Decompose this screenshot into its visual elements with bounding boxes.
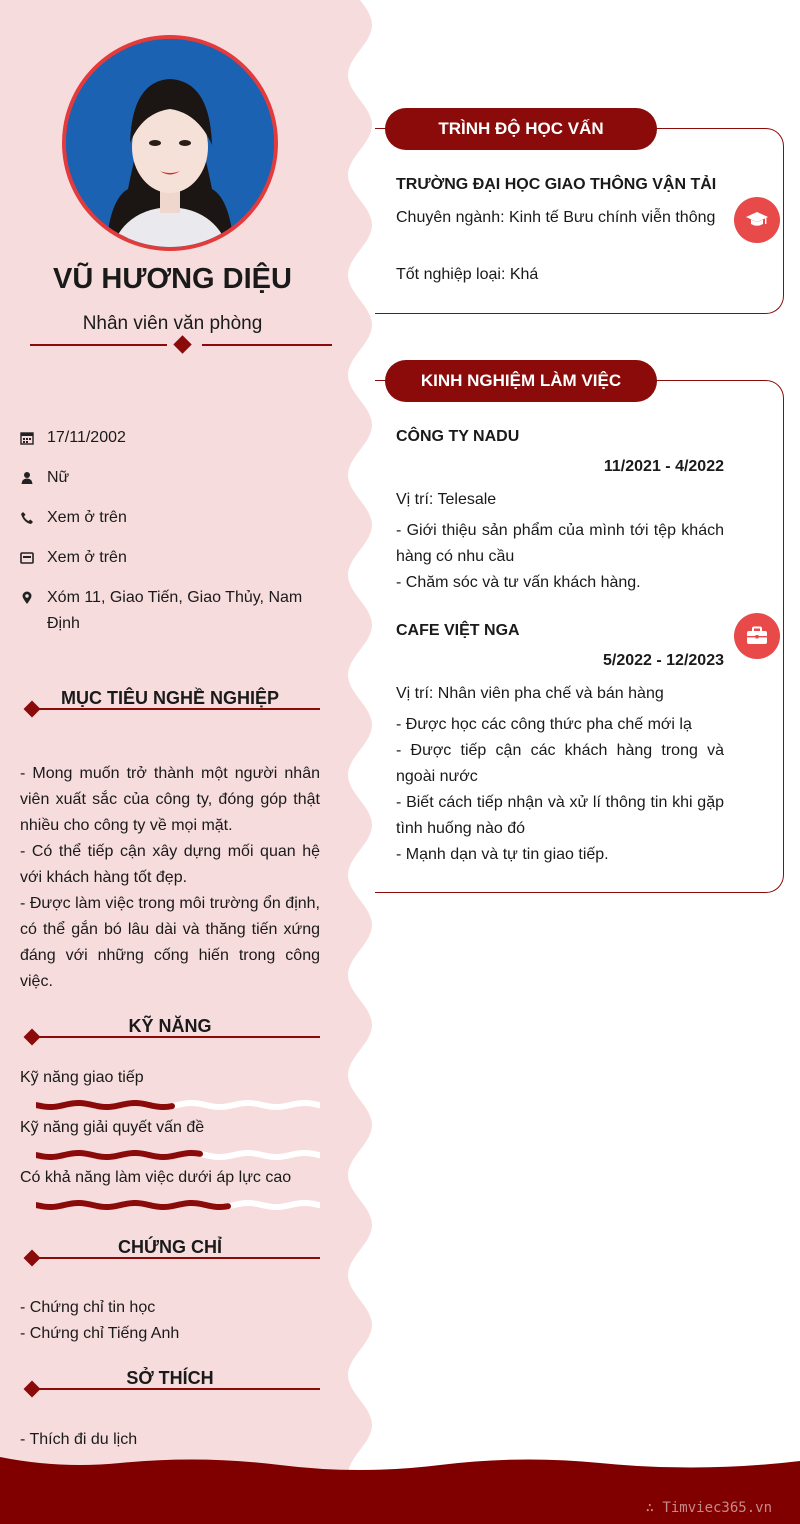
birthday-text: 17/11/2002 <box>47 429 126 446</box>
hobbies-list <box>20 1427 320 1453</box>
email-icon <box>20 551 34 565</box>
education-title: TRÌNH ĐỘ HỌC VẤN <box>385 108 657 150</box>
skill-bar-fill <box>36 1203 228 1207</box>
job-period: 5/2022 - 12/2023 <box>603 652 724 669</box>
job-position: Vị trí: Telesale <box>396 491 497 508</box>
phone-icon <box>20 511 34 525</box>
skill-bar <box>36 1099 320 1111</box>
skill-label: Kỹ năng giải quyết vấn đề <box>20 1119 205 1136</box>
experience-title: KINH NGHIỆM LÀM VIỆC <box>385 360 657 402</box>
hobby-item: - Thích đi du lịch <box>20 1431 138 1448</box>
objective-line: - Mong muốn trở thành một người nhân viên xuất sắc của công ty, đóng góp thật nhiều cho công ty về mọi mặt. <box>20 765 320 834</box>
candidate-name: VŨ HƯƠNG DIỆU <box>53 263 292 295</box>
duty-item: - Mạnh dạn và tự tin giao tiếp. <box>396 846 609 863</box>
skill-bar-fill <box>36 1153 200 1157</box>
name-divider <box>30 336 332 354</box>
job-duties <box>396 518 724 596</box>
duty-item: - Biết cách tiếp nhận và xử lí thông tin khi gặp tình huống nào đó <box>396 794 724 837</box>
duty-item: - Được học các công thức pha chế mới lạ <box>396 716 692 733</box>
certificate-item: - Chứng chỉ Tiếng Anh <box>20 1325 180 1342</box>
education-major: Chuyên ngành: Kinh tế Bưu chính viễn thông <box>396 209 716 226</box>
contact-birthday <box>20 425 320 451</box>
job-period: 11/2021 - 4/2022 <box>603 458 724 475</box>
duty-item: - Chăm sóc và tư vấn khách hàng. <box>396 574 641 591</box>
portrait-photo <box>66 39 274 247</box>
skill-bar <box>36 1199 320 1211</box>
career-objective-text <box>20 761 320 995</box>
job-position: Vị trí: Nhân viên pha chế và bán hàng <box>396 685 664 702</box>
skill-bar-fill <box>36 1103 172 1107</box>
company-name: CÔNG TY NADU <box>396 428 520 445</box>
contact-gender <box>20 465 320 491</box>
briefcase-icon <box>745 624 769 648</box>
duty-item: - Được tiếp cận các khách hàng trong và ngoài nước <box>396 742 724 785</box>
company-name: CAFE VIỆT NGA <box>396 622 520 639</box>
section-title: KỸ NĂNG <box>128 1016 212 1036</box>
contact-phone <box>20 505 320 531</box>
duty-item: - Giới thiệu sản phẩm của mình tới tệp khách hàng có nhu cầu <box>396 522 724 565</box>
certificates-list <box>20 1295 320 1347</box>
address-text: Xóm 11, Giao Tiến, Giao Thủy, Nam Định <box>47 589 303 632</box>
section-hobbies <box>20 1368 320 1396</box>
person-icon <box>20 471 34 485</box>
avatar <box>62 35 278 251</box>
objective-line: - Có thể tiếp cận xây dựng mối quan hệ với khách hàng tốt đẹp. <box>20 843 320 886</box>
contact-email <box>20 545 320 571</box>
section-certificates <box>20 1237 320 1265</box>
phone-text: Xem ở trên <box>47 509 127 526</box>
skill-label: Có khả năng làm việc dưới áp lực cao <box>20 1169 292 1186</box>
section-career-objective <box>20 688 320 716</box>
objective-line: - Được làm việc trong môi trường ổn định, có thể gắn bó lâu dài và thăng tiến xứng đáng với những cống hiến trong công việc. <box>20 895 320 990</box>
section-title: SỞ THÍCH <box>126 1368 214 1388</box>
location-icon <box>20 591 34 605</box>
section-title: MỤC TIÊU NGHỀ NGHIỆP <box>60 688 279 708</box>
contact-address <box>20 585 320 637</box>
experience-icon-badge <box>734 613 780 659</box>
job-title: Nhân viên văn phòng <box>82 313 263 334</box>
graduation-cap-icon <box>745 208 769 232</box>
section-skills <box>20 1016 320 1044</box>
education-icon-badge <box>734 197 780 243</box>
job-duties <box>396 712 724 868</box>
watermark: ∴ Timviec365.vn <box>645 1500 772 1516</box>
skill-bar <box>36 1149 320 1161</box>
section-title: CHỨNG CHỈ <box>118 1237 222 1257</box>
school-name: TRƯỜNG ĐẠI HỌC GIAO THÔNG VẬN TẢI <box>396 176 717 193</box>
skill-label: Kỹ năng giao tiếp <box>20 1069 144 1086</box>
calendar-icon <box>20 431 34 445</box>
email-text: Xem ở trên <box>47 549 127 566</box>
education-grade: Tốt nghiệp loại: Khá <box>396 266 539 283</box>
gender-text: Nữ <box>47 469 70 486</box>
certificate-item: - Chứng chỉ tin học <box>20 1299 156 1316</box>
